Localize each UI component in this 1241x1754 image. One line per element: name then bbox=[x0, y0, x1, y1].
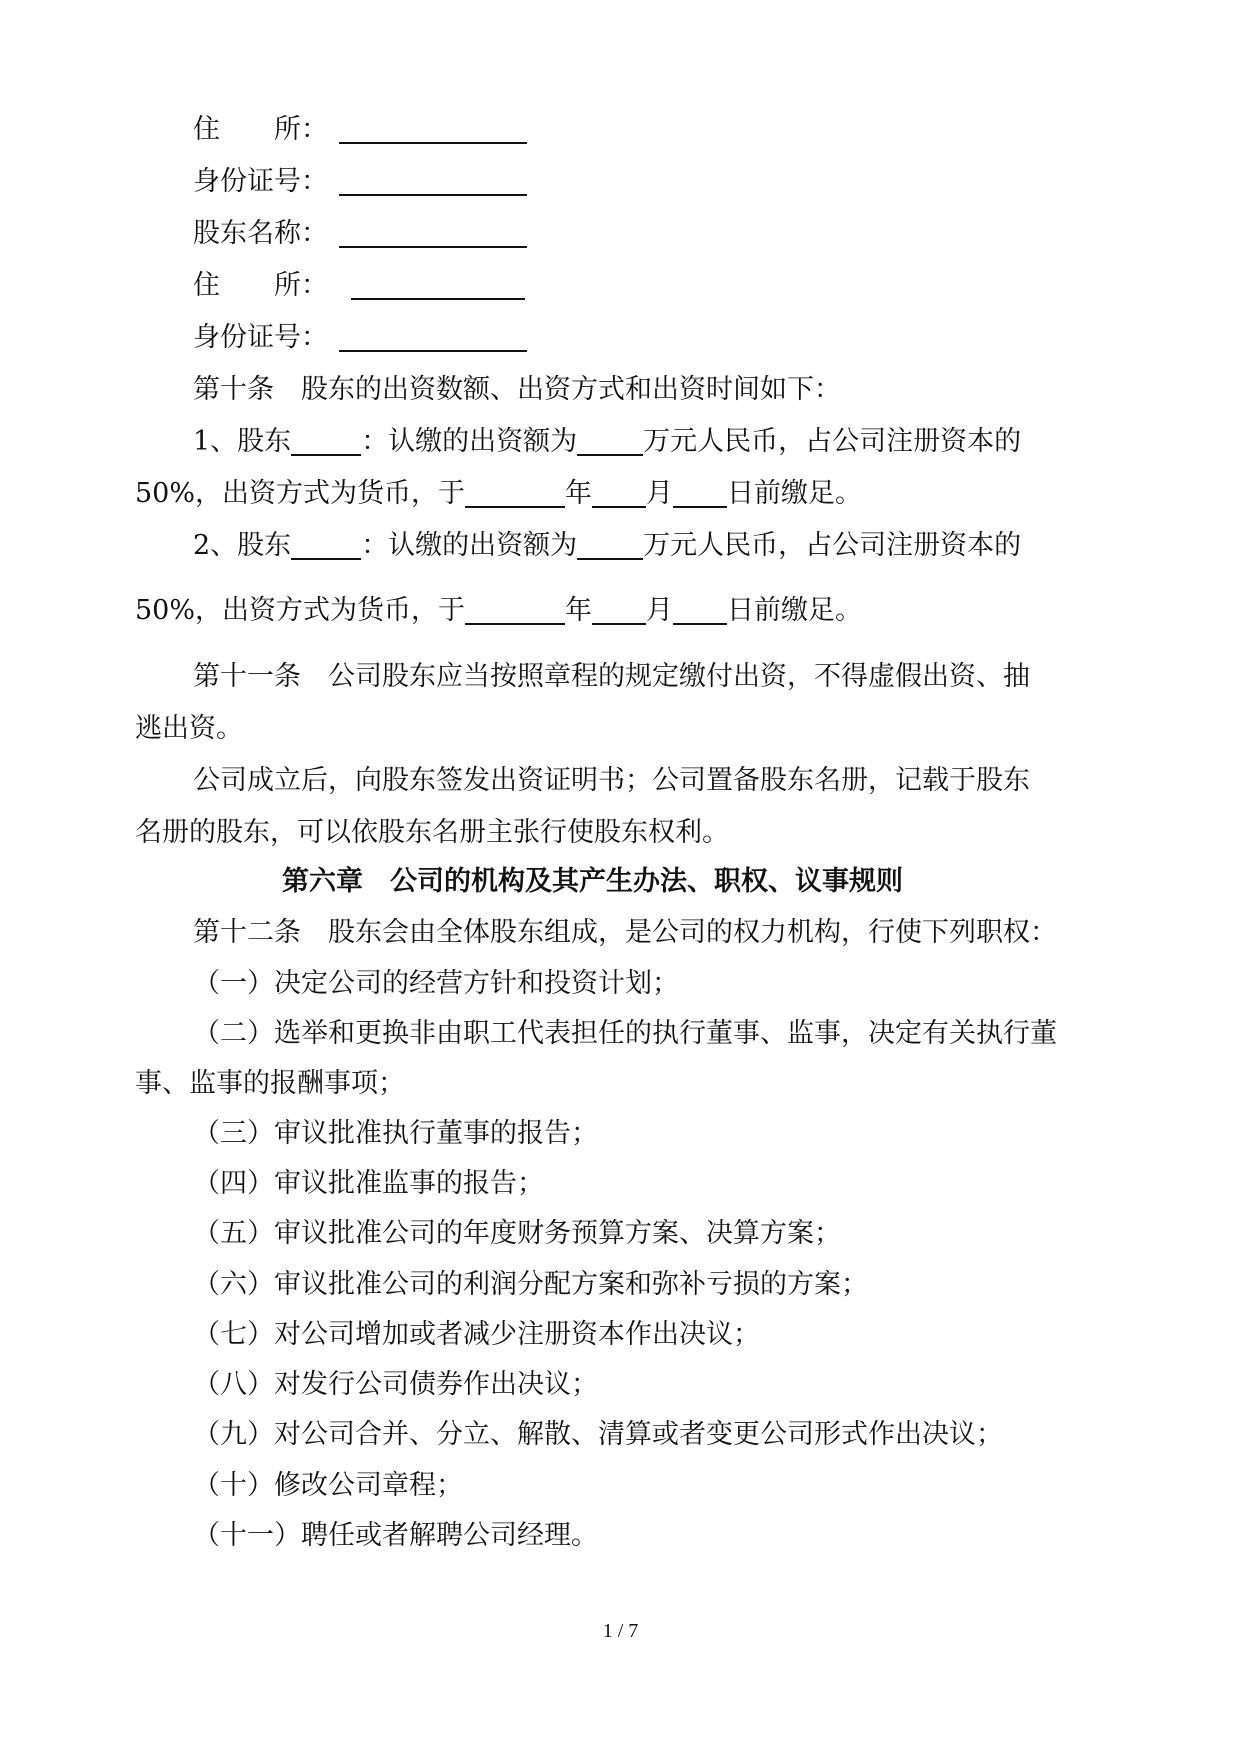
article-10-item-2 bbox=[0, 528, 1241, 564]
chapter-6-heading: 第六章 公司的机构及其产生办法、职权、议事规则 bbox=[282, 866, 903, 897]
text: 日前缴足。 bbox=[727, 595, 863, 626]
blank-underline bbox=[351, 272, 525, 300]
field-label: 住 所： bbox=[193, 114, 328, 145]
text: 50%，出资方式为货币，于 bbox=[135, 478, 466, 509]
article-12-item: （二）选举和更换非由职工代表担任的执行董事、监事，决定有关执行董 bbox=[193, 1018, 1057, 1049]
page-number: 1 / 7 bbox=[602, 1620, 639, 1642]
field-label: 股东名称： bbox=[193, 218, 328, 249]
blank-underline bbox=[577, 428, 643, 456]
blank-underline bbox=[465, 597, 565, 625]
blank-underline bbox=[592, 480, 646, 508]
text: 万元人民币，占公司注册资本的 bbox=[643, 530, 1022, 561]
blank-underline bbox=[339, 168, 527, 196]
blank-underline bbox=[291, 532, 361, 560]
article-10-item-1 bbox=[0, 424, 1241, 460]
article-10-title: 第十条 股东的出资数额、出资方式和出资时间如下： bbox=[193, 374, 841, 405]
text: 50%，出资方式为货币，于 bbox=[135, 595, 466, 626]
text: 2、股东 bbox=[193, 530, 292, 561]
field-address-1 bbox=[0, 112, 1241, 148]
blank-underline bbox=[339, 324, 527, 352]
field-id-1 bbox=[0, 164, 1241, 200]
blank-underline bbox=[673, 597, 727, 625]
blank-underline bbox=[465, 480, 565, 508]
article-11-line-3: 公司成立后，向股东签发出资证明书；公司置备股东名册，记载于股东 bbox=[193, 765, 1030, 796]
article-11-line-1: 第十一条 公司股东应当按照章程的规定缴付出资，不得虚假出资、抽 bbox=[193, 661, 1030, 692]
article-11-line-4: 名册的股东，可以依股东名册主张行使股东权利。 bbox=[135, 817, 729, 848]
text: ：认缴的出资额为 bbox=[361, 426, 578, 457]
article-12-item: （十）修改公司章程； bbox=[193, 1470, 463, 1501]
field-label: 身份证号： bbox=[193, 322, 328, 353]
text: 年 bbox=[565, 478, 593, 509]
article-12-item: （四）审议批准监事的报告； bbox=[193, 1168, 544, 1199]
field-label: 身份证号： bbox=[193, 166, 328, 197]
article-12-item: （七）对公司增加或者减少注册资本作出决议； bbox=[193, 1319, 760, 1350]
text: ：认缴的出资额为 bbox=[361, 530, 578, 561]
blank-underline bbox=[291, 428, 361, 456]
text: 万元人民币，占公司注册资本的 bbox=[643, 426, 1022, 457]
article-12-item: （六）审议批准公司的利润分配方案和弥补亏损的方案； bbox=[193, 1269, 868, 1300]
article-12-item-cont: 事、监事的报酬事项； bbox=[135, 1068, 405, 1099]
field-address-2 bbox=[0, 268, 1241, 304]
article-12-intro: 第十二条 股东会由全体股东组成，是公司的权力机构，行使下列职权： bbox=[193, 917, 1057, 948]
blank-underline bbox=[577, 532, 643, 560]
field-id-2 bbox=[0, 320, 1241, 356]
text: 月 bbox=[646, 595, 674, 626]
article-12-item: （十一）聘任或者解聘公司经理。 bbox=[193, 1520, 598, 1551]
blank-underline bbox=[592, 597, 646, 625]
text: 1、股东 bbox=[193, 426, 292, 457]
article-11-line-2: 逃出资。 bbox=[135, 713, 243, 744]
article-12-item: （五）审议批准公司的年度财务预算方案、决算方案； bbox=[193, 1218, 841, 1249]
blank-underline bbox=[339, 116, 527, 144]
text: 月 bbox=[646, 478, 674, 509]
blank-underline bbox=[673, 480, 727, 508]
field-shareholder-name bbox=[0, 216, 1241, 252]
field-label: 住 所： bbox=[193, 270, 328, 301]
text: 年 bbox=[565, 595, 593, 626]
text: 日前缴足。 bbox=[727, 478, 863, 509]
article-10-item-1-cont bbox=[0, 476, 1241, 512]
article-12-item: （三）审议批准执行董事的报告； bbox=[193, 1118, 598, 1149]
article-10-item-2-cont bbox=[0, 593, 1241, 629]
blank-underline bbox=[339, 220, 527, 248]
article-12-item: （一）决定公司的经营方针和投资计划； bbox=[193, 968, 679, 999]
article-12-item: （八）对发行公司债券作出决议； bbox=[193, 1369, 598, 1400]
article-12-item: （九）对公司合并、分立、解散、清算或者变更公司形式作出决议； bbox=[193, 1419, 1003, 1450]
